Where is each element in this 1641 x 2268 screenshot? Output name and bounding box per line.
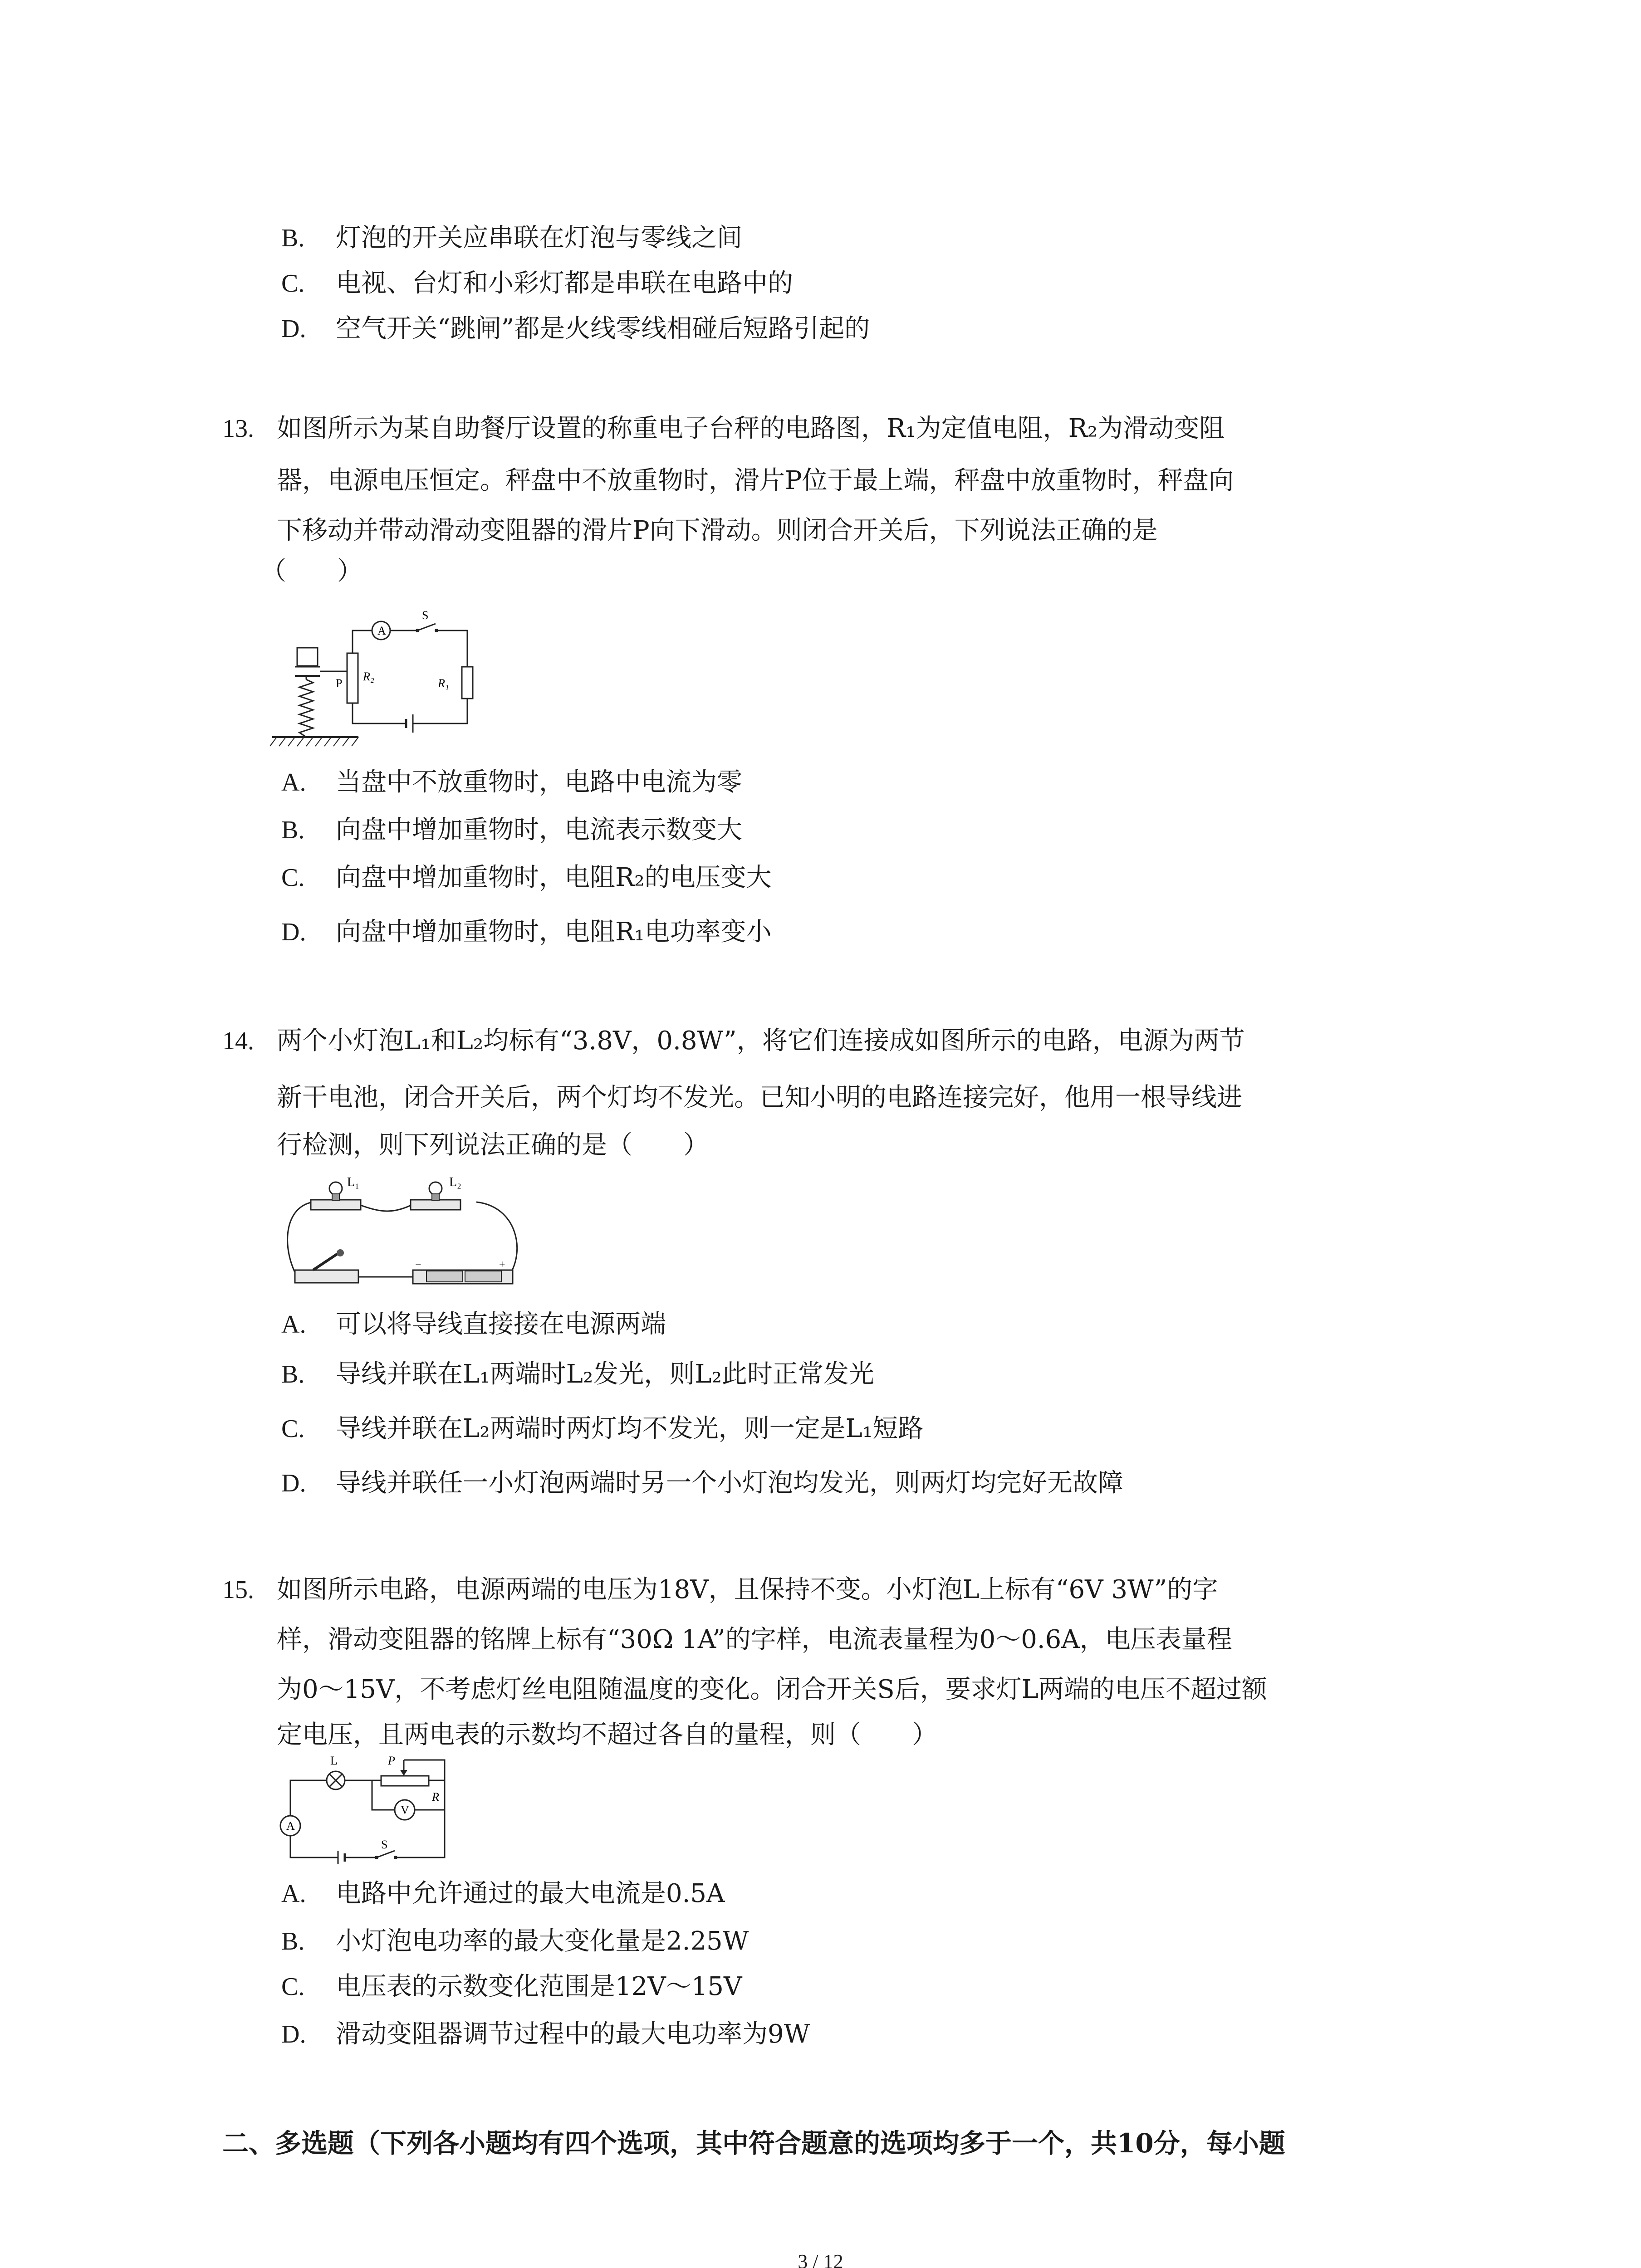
q15-fig-label-switch: S [381, 1838, 388, 1851]
q12-option-b: B. 灯泡的开关应串联在灯泡与零线之间 [281, 223, 742, 253]
q14-circuit-figure [281, 1175, 526, 1297]
q15-stem-line-4: 定电压，且两电表的示数均不超过各自的量程，则（ ） [277, 1720, 937, 1750]
q15-stem-line-3: 为0～15V，不考虑灯丝电阻随温度的变化。闭合开关S后，要求灯L两端的电压不超过额 [277, 1675, 1267, 1704]
q14-option-d: D. 导线并联任一小灯泡两端时另一个小灯泡均发光，则两灯均完好无故障 [281, 1468, 1123, 1498]
q13-fig-label-r2: R₂ [363, 670, 374, 683]
q13-answer-bracket: （ ） [261, 557, 362, 586]
q13-fig-label-switch: S [422, 609, 429, 622]
q15-fig-label-voltmeter: V [401, 1804, 409, 1817]
page-number: 3 / 12 [798, 2250, 843, 2268]
q12-option-c: C. 电视、台灯和小彩灯都是串联在电路中的 [281, 269, 793, 298]
q13-stem-line-2: 器，电源电压恒定。秤盘中不放重物时，滑片P位于最上端，秤盘中放重物时，秤盘向 [277, 466, 1234, 495]
q13-fig-label-r1: R₁ [438, 677, 449, 690]
q14-stem-line-2: 新干电池，闭合开关后，两个灯均不发光。已知小明的电路连接完好，他用一根导线进 [277, 1083, 1242, 1112]
q13-stem-line-1: 13. 如图所示为某自助餐厅设置的称重电子台秤的电路图，R₁为定值电阻，R₂为滑动变阻 [222, 414, 1225, 443]
q15-option-b: B. 小灯泡电功率的最大变化量是2.25W [281, 1926, 749, 1956]
q13-fig-label-p: P [336, 677, 343, 690]
q15-stem-line-2: 样，滑动变阻器的铭牌上标有“30Ω 1A”的字样，电流表量程为0～0.6A，电压表量程 [277, 1625, 1232, 1654]
q14-fig-label-l2: L₂ [449, 1175, 461, 1189]
q14-stem-line-3: 行检测，则下列说法正确的是（ ） [277, 1130, 709, 1160]
q13-option-d: D. 向盘中增加重物时，电阻R₁电功率变小 [281, 917, 772, 947]
q15-fig-label-ammeter: A [286, 1819, 295, 1833]
q15-option-c: C. 电压表的示数变化范围是12V～15V [281, 1972, 742, 2001]
q13-circuit-figure [268, 599, 481, 748]
q14-stem-line-1: 14. 两个小灯泡L₁和L₂均标有“3.8V，0.8W”，将它们连接成如图所示的电路，电源为两节 [222, 1026, 1245, 1056]
q13-option-c: C. 向盘中增加重物时，电阻R₂的电压变大 [281, 863, 772, 892]
q15-circuit-figure [272, 1751, 463, 1864]
q14-option-c: C. 导线并联在L₂两端时两灯均不发光，则一定是L₁短路 [281, 1414, 924, 1443]
q15-fig-label-rheostat: R [432, 1790, 439, 1804]
q14-option-b: B. 导线并联在L₁两端时L₂发光，则L₂此时正常发光 [281, 1359, 874, 1389]
q13-option-b: B. 向盘中增加重物时，电流表示数变大 [281, 815, 742, 845]
svg-text:−: − [415, 1259, 421, 1271]
q13-stem-line-3: 下移动并带动滑动变阻器的滑片P向下滑动。则闭合开关后，下列说法正确的是 [277, 516, 1158, 545]
q15-option-d: D. 滑动变阻器调节过程中的最大电功率为9W [281, 2019, 810, 2049]
q12-option-d: D. 空气开关“跳闸”都是火线零线相碰后短路引起的 [281, 314, 870, 343]
section-2-heading: 二、多选题（下列各小题均有四个选项，其中符合题意的选项均多于一个，共10分，每小题 [222, 2128, 1285, 2159]
svg-text:+: + [499, 1259, 505, 1271]
q15-fig-label-slider: P [388, 1754, 395, 1767]
q13-option-a: A. 当盘中不放重物时，电路中电流为零 [281, 767, 742, 797]
q15-option-a: A. 电路中允许通过的最大电流是0.5A [281, 1879, 725, 1908]
q15-stem-line-1: 15. 如图所示电路，电源两端的电压为18V，且保持不变。小灯泡L上标有“6V 3W”的字 [222, 1575, 1218, 1604]
q14-option-a: A. 可以将导线直接接在电源两端 [281, 1310, 666, 1339]
q14-fig-label-l1: L₁ [347, 1175, 359, 1189]
q15-fig-label-lamp: L [330, 1754, 338, 1767]
q13-fig-label-ammeter: A [377, 624, 386, 637]
